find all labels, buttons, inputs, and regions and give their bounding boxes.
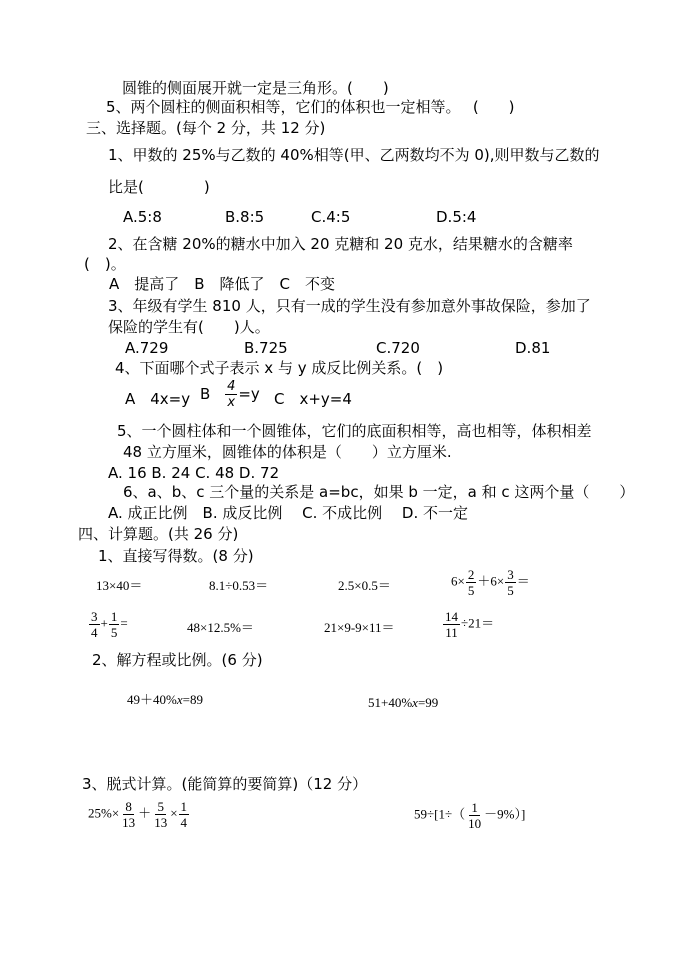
- fraction-numerator: 2: [467, 567, 475, 582]
- choice-5-line1: 5、一个圆柱体和一个圆锥体，它们的底面积相等，高也相等，体积相差: [117, 422, 592, 440]
- equation-2-left: 51+40%: [368, 695, 413, 710]
- choice-3-line2: 保险的学生有( )人。: [108, 318, 270, 336]
- fraction-numerator: 1: [180, 799, 188, 814]
- expression-1-fraction-3: [179, 800, 190, 829]
- choice-2-line2: ( )。: [84, 255, 126, 273]
- section-3-title: 三、选择题。(每个 2 分，共 12 分): [86, 119, 326, 137]
- calc-5-plus: +: [100, 615, 108, 631]
- choice-4-line1: 4、下面哪个式子表示 x 与 y 成反比例关系。( ): [115, 359, 444, 377]
- calc-4-part-b: ＋6×: [477, 573, 505, 589]
- equation-1: [127, 690, 203, 710]
- choice-4-option-b: [200, 380, 260, 409]
- choice-3-option-b: B.725: [244, 339, 288, 357]
- expression-2-part-a: 59÷[1÷（: [414, 806, 466, 822]
- calc-4-fraction-2: [505, 568, 516, 597]
- choice-1-line1: 1、甲数的 25%与乙数的 40%相等(甲、乙两数均不为 0),则甲数与乙数的: [108, 146, 600, 164]
- choice-4-option-b-label: B: [200, 385, 211, 403]
- fraction-numerator: 3: [507, 567, 514, 582]
- fraction-numerator: 1: [471, 800, 478, 815]
- equation-1-right: =89: [182, 692, 203, 707]
- calc-6: 48×12.5%＝: [187, 620, 254, 635]
- fraction-numerator: 1: [110, 609, 118, 624]
- expression-2: [414, 801, 525, 830]
- part-2-title: 2、解方程或比例。(6 分): [92, 651, 263, 669]
- section-4-title: 四、计算题。(共 26 分): [78, 525, 239, 543]
- choice-5-line2: 48 立方厘米，圆锥体的体积是（ ）立方厘米.: [123, 443, 452, 461]
- fraction-numerator: 3: [91, 609, 98, 624]
- choice-6-options: A. 成正比例 B. 成反比例 C. 不成比例 D. 不一定: [108, 504, 468, 522]
- expression-1-fraction-1: [120, 800, 137, 829]
- choice-1-option-a: A.5:8: [123, 208, 162, 226]
- calc-5-equals: =: [120, 615, 128, 631]
- choice-6-line1: 6、a、b、c 三个量的关系是 a=bc，如果 b 一定，a 和 c 这两个量（ ）: [123, 483, 635, 501]
- choice-3-option-d: D.81: [515, 339, 551, 357]
- choice-5-options: A. 16 B. 24 C. 48 D. 72: [108, 464, 280, 482]
- fraction-numerator: 14: [445, 609, 458, 624]
- expression-1-plus: ＋: [138, 805, 152, 821]
- fraction-denominator: 4: [180, 815, 188, 830]
- equation-2: [368, 693, 438, 713]
- expression-2-part-b: －9%）]: [484, 806, 526, 822]
- calc-8: [442, 610, 494, 639]
- calc-5-fraction-1: [89, 610, 100, 639]
- fraction-numerator: 4: [227, 379, 236, 394]
- fraction-denominator: 13: [122, 815, 136, 830]
- calc-8-tail: ÷21＝: [461, 615, 495, 631]
- equation-1-variable: x: [176, 692, 183, 707]
- part-1-title: 1、直接写得数。(8 分): [98, 547, 254, 565]
- choice-1-option-d: D.5:4: [436, 208, 477, 226]
- fraction-denominator: 10: [468, 816, 482, 831]
- fraction-denominator: 4: [91, 625, 98, 640]
- choice-2-line1: 2、在含糖 20%的糖水中加入 20 克糖和 20 克水，结果糖水的含糖率: [108, 235, 573, 253]
- judge-question-5: 5、两个圆柱的侧面积相等，它们的体积也一定相等。 ( ): [106, 98, 515, 116]
- choice-1-option-c: C.4:5: [311, 208, 351, 226]
- fraction-denominator: 5: [507, 583, 514, 598]
- choice-4-option-a: A 4x=y: [125, 390, 191, 408]
- calc-5-fraction-2: [109, 610, 120, 639]
- expression-1-fraction-2: [152, 800, 169, 829]
- calc-7: 21×9-9×11＝: [324, 620, 395, 635]
- choice-2-options: A 提高了 B 降低了 C 不变: [109, 275, 336, 293]
- equation-2-right: =99: [417, 695, 439, 710]
- expression-2-fraction: [466, 801, 483, 830]
- expression-1-part-a: 25%×: [88, 805, 120, 821]
- fraction-numerator: 8: [125, 799, 132, 814]
- fraction-denominator: 5: [110, 625, 118, 640]
- choice-1-line2: 比是( ): [108, 178, 210, 196]
- choice-3-line1: 3、年级有学生 810 人，只有一成的学生没有参加意外事故保险，参加了: [108, 297, 591, 315]
- expression-1: [88, 800, 190, 829]
- calc-8-fraction: [443, 610, 460, 639]
- fraction-denominator: 5: [467, 583, 475, 598]
- equation-2-variable: x: [412, 695, 418, 710]
- choice-4-option-b-tail: =y: [238, 385, 260, 403]
- fraction-denominator: 11: [445, 625, 458, 640]
- choice-1-option-b: B.8:5: [225, 208, 265, 226]
- calc-1: 13×40＝: [96, 578, 143, 593]
- calc-2: 8.1÷0.53＝: [209, 578, 269, 593]
- calc-4-part-c: ＝: [516, 573, 530, 589]
- fraction-denominator: x: [227, 395, 236, 410]
- expression-1-times: ×: [170, 805, 178, 821]
- choice-3-option-c: C.720: [376, 339, 420, 357]
- judge-question-4-tail: 圆锥的侧面展开就一定是三角形。( ): [122, 79, 389, 97]
- fraction-denominator: 13: [154, 815, 168, 830]
- calc-3: 2.5×0.5＝: [338, 578, 391, 593]
- equation-1-left: 49＋40%: [127, 692, 177, 707]
- calc-4: [451, 568, 530, 597]
- calc-4-part-a: 6×: [451, 573, 465, 589]
- calc-5: [88, 610, 128, 639]
- choice-3-option-a: A.729: [125, 339, 169, 357]
- choice-4-option-c: C x+y=4: [274, 390, 352, 408]
- calc-4-fraction-1: [466, 568, 477, 597]
- part-3-title: 3、脱式计算。(能简算的要简算)（12 分）: [82, 775, 368, 793]
- choice-4-fraction: [225, 380, 237, 409]
- fraction-numerator: 5: [157, 799, 164, 814]
